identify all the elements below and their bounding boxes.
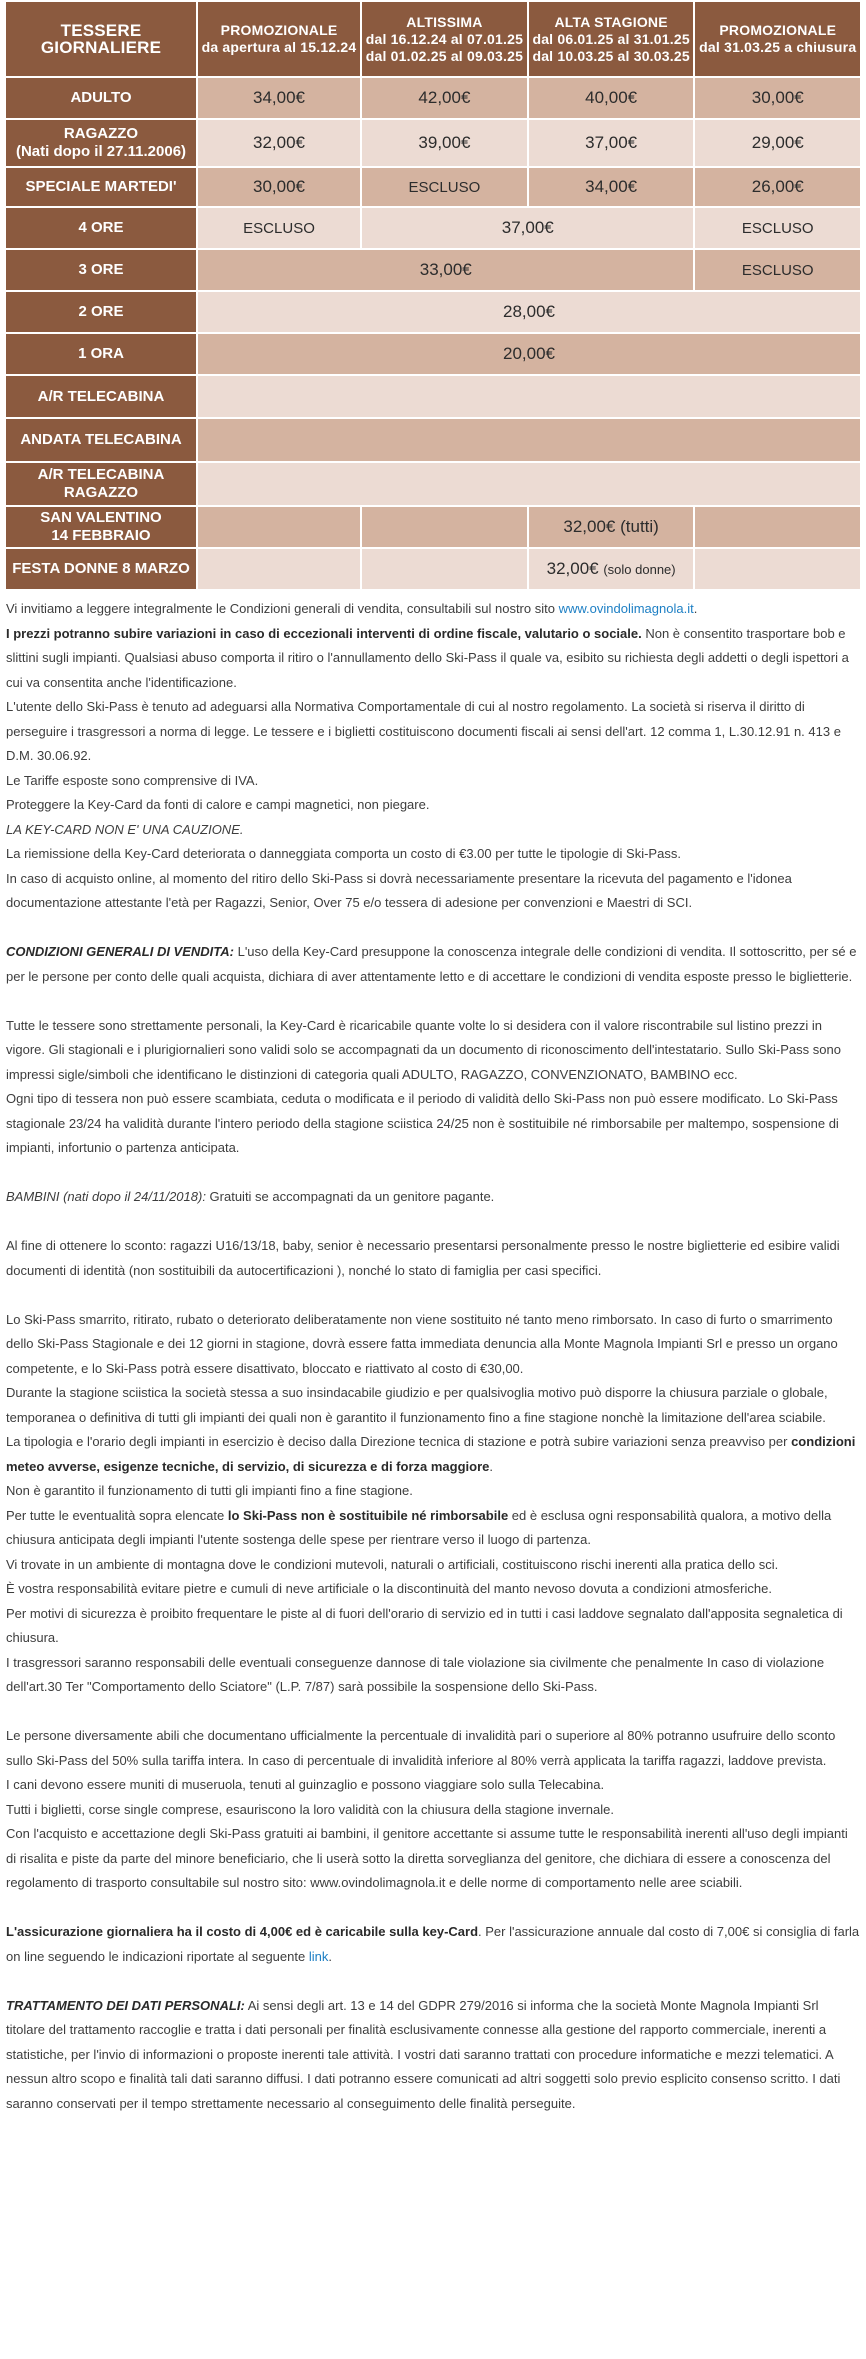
price-cell: 34,00€: [198, 78, 360, 118]
paragraph: I cani devono essere muniti di museruola, tenuti al guinzaglio e possono viaggiare solo sulla Telecabina.: [6, 1777, 605, 1792]
empty-cell: [695, 507, 860, 547]
paragraph: È vostra responsabilità evitare pietre e cumuli di neve artificiale o la discontinuità del manto nevoso dovuta a condizioni atmosferiche.: [6, 1581, 772, 1596]
row-label: FESTA DONNE 8 MARZO: [6, 549, 196, 589]
header-alta-stagione: ALTA STAGIONE dal 06.01.25 al 31.01.25 dal 10.03.25 al 30.03.25: [529, 2, 694, 76]
paragraph: Le persone diversamente abili che documentano ufficialmente la percentuale di invalidità pari o superiore al 80% potranno usufruire dello sconto sullo Ski-Pass del 50% sulla tariffa intera. In caso di percentuale di invalidità inferiore al 80% verrà applicata la tariffa ragazzi, laddove prevista.: [6, 1728, 836, 1768]
empty-cell: [362, 507, 527, 547]
row-label: 2 ORE: [6, 292, 196, 332]
empty-cell: [198, 376, 860, 417]
insurance-link[interactable]: link: [308, 1948, 329, 1964]
row-san-valentino: [6, 507, 860, 547]
paragraph: Lo Ski-Pass smarrito, ritirato, rubato o deteriorato deliberatamente non viene sostituito né tanto meno rimborsato. In caso di furto o smarrimento dello Ski-Pass Stagionale e dei 12 giorni in stagione, dovrà essere fatta immediata denuncia alla Monte Magnola Impianti Srl e presso un organo competente, e lo Ski-Pass potrà essere disattivato, bloccato e riattivato al costo di €30,00.: [6, 1311, 838, 1376]
price-cell: 32,00€ (solo donne): [529, 549, 694, 589]
price-cell: 29,00€: [695, 120, 860, 166]
row-label: ANDATA TELECABINA: [6, 419, 196, 461]
price-cell: 40,00€: [529, 78, 694, 118]
price-cell: 20,00€: [198, 334, 860, 374]
empty-cell: [695, 549, 860, 589]
price-cell: 42,00€: [362, 78, 527, 118]
row-label: SAN VALENTINO 14 FEBBRAIO: [6, 507, 196, 547]
row-label: 1 ORA: [6, 334, 196, 374]
paragraph: Tutti i biglietti, corse single comprese, esauriscono la loro validità con la chiusura della stagione invernale.: [6, 1801, 614, 1817]
price-cell: 32,00€ (tutti): [529, 507, 694, 547]
row-label: 3 ORE: [6, 250, 196, 290]
paragraph: Vi trovate in un ambiente di montagna dove le condizioni mutevoli, naturali o artificiali, costituiscono rischi inerenti alla pratica dello sci.: [6, 1556, 779, 1572]
paragraph: Per tutte le eventualità sopra elencate lo Ski-Pass non è sostituibile né rimborsabile ed è esclusa ogni responsabilità qualora, a motivo della chiusura anticipata degli impianti l'utente sostenga delle spese per rientrare verso il luogo di partenza.: [6, 1507, 832, 1547]
price-cell: 37,00€: [529, 120, 694, 166]
price-cell: 26,00€: [695, 168, 860, 206]
row-1-ora: [6, 334, 860, 374]
empty-cell: [198, 507, 360, 547]
paragraph: Ogni tipo di tessera non può essere scambiata, ceduta o modificata e il periodo di validità dello Ski-Pass non può essere modificato. Lo Ski-Pass stagionale 23/24 ha validità durante l'intero periodo della stagione sciistica 24/25 non è sostituibile né rimborsabile per maltempo, sospensione di impianti, infortunio o partenza anticipata.: [6, 1091, 839, 1155]
paragraph: La tipologia e l'orario degli impianti in esercizio è deciso dalla Direzione tecnica di stazione e potrà subire variazioni senza preavviso per condizioni meteo avverse, esigenze tecniche, di servizio, di sicurezza e di forza maggiore.: [6, 1434, 856, 1474]
paragraph: Al fine di ottenere lo sconto: ragazzi U16/13/18, baby, senior è necessario presentarsi personalmente presso le nostre biglietterie ed esibire validi documenti di identità (non sostituibili da autocertificazioni ), nonché lo stato di famiglia per casi specifici.: [6, 1238, 840, 1278]
row-adulto: [6, 78, 860, 118]
paragraph: I prezzi potranno subire variazioni in caso di eccezionali interventi di ordine fiscale, valutario o sociale. Non è consentito trasportare bob e slittini sugli impianti. Qualsiasi abuso comporta il ritiro o l'annullamento dello Ski-Pass il quale va, esibito su richiesta degli addetti o degli ispettori a cui va consentita anche l'identificazione.: [6, 625, 849, 690]
paragraph: L'utente dello Ski-Pass è tenuto ad adeguarsi alla Normativa Comportamentale di cui al nostro regolamento. La società si riserva il diritto di perseguire i trasgressori a norma di legge. Le tessere e i biglietti costituiscono documenti fiscali ai sensi dell'art. 12 comma 1, L.30.12.91 n. 413 e D.M. 30.06.92.: [6, 699, 841, 763]
row-label: ADULTO: [6, 78, 196, 118]
paragraph: CONDIZIONI GENERALI DI VENDITA: L'uso della Key-Card presuppone la conoscenza integrale delle condizioni di vendita. Il sottoscritto, per sé e per le persone per conto delle quali acquista, dichiara di aver attentamente letto e di accettare le condizioni di vendita esposte presso le biglietterie.: [6, 944, 857, 984]
price-cell: 39,00€: [362, 120, 527, 166]
price-cell: 34,00€: [529, 168, 694, 206]
row-label: A/R TELECABINA RAGAZZO: [6, 463, 196, 505]
row-ar-telecabina-ragazzo: [6, 463, 860, 505]
price-cell: 32,00€: [198, 120, 360, 166]
row-4-ore: [6, 208, 860, 248]
empty-cell: [198, 463, 860, 505]
row-speciale-martedi: [6, 168, 860, 206]
empty-cell: [198, 549, 360, 589]
empty-cell: [198, 419, 860, 461]
price-cell: 30,00€: [695, 78, 860, 118]
paragraph: La riemissione della Key-Card deteriorata o danneggiata comporta un costo di €3.00 per tutte le tipologie di Ski-Pass.: [6, 846, 681, 861]
excluded-cell: ESCLUSO: [198, 208, 360, 248]
paragraph: LA KEY-CARD NON E' UNA CAUZIONE.: [6, 821, 244, 837]
excluded-cell: ESCLUSO: [695, 208, 860, 248]
paragraph: Le Tariffe esposte sono comprensive di IVA.: [6, 772, 259, 788]
paragraph: Con l'acquisto e accettazione degli Ski-Pass gratuiti ai bambini, il genitore accettante si assume tutte le responsabilità inerenti all'uso degli impianti di risalita e piste da parte del minore beneficiario, che li userà sotto la diretta sorveglianza del genitore, che dichiara di essere a conoscenza del regolamento di trasporto consultabile sul nostro sito: www.ovindolimagnola.it e delle norme di comportamento nelle aree sciabili.: [6, 1826, 848, 1890]
paragraph: BAMBINI (nati dopo il 24/11/2018): Gratuiti se accompagnati da un genitore pagante.: [6, 1189, 495, 1204]
price-cell: 37,00€: [362, 208, 693, 248]
header-promozionale-chiusura: PROMOZIONALE dal 31.03.25 a chiusura: [695, 2, 860, 76]
conditions-text: [4, 591, 862, 2126]
paragraph: Non è garantito il funzionamento di tutti gli impianti fino a fine stagione.: [6, 1483, 413, 1498]
price-cell: 30,00€: [198, 168, 360, 206]
row-label: SPECIALE MARTEDI': [6, 168, 196, 206]
row-andata-telecabina: [6, 419, 860, 461]
paragraph: Proteggere la Key-Card da fonti di calore e campi magnetici, non piegare.: [6, 797, 430, 812]
paragraph: Durante la stagione sciistica la società stessa a suo insindacabile giudizio e per qualsivoglia motivo può disporre la chiusura parziale o globale, temporanea o definitiva di tutti gli impianti dei quali non è garantito il funzionamento fino a fine stagione nonchè la limitazione dell'area sciabile.: [6, 1385, 828, 1425]
row-label: 4 ORE: [6, 208, 196, 248]
table-header-row: [6, 2, 860, 76]
website-link[interactable]: www.ovindolimagnola.it: [558, 601, 694, 616]
paragraph: Tutte le tessere sono strettamente personali, la Key-Card è ricaricabile quante volte lo si desidera con il valore riscontrabile sul listino prezzi in vigore. Gli stagionali e i plurigiornalieri sono validi solo se accompagnati da un documento di riconoscimento dell'intestatario. Sullo Ski-Pass sono impressi sigle/simboli che identificano le distinzioni di categoria quali ADULTO, RAGAZZO, CONVENZIONATO, BAMBINO ecc.: [6, 1017, 841, 1082]
row-label: A/R TELECABINA: [6, 376, 196, 417]
excluded-cell: ESCLUSO: [362, 168, 527, 206]
price-table: [4, 0, 862, 591]
row-ragazzo: [6, 120, 860, 166]
row-ar-telecabina: [6, 376, 860, 417]
empty-cell: [362, 549, 527, 589]
excluded-cell: ESCLUSO: [695, 250, 860, 290]
price-cell: 33,00€: [198, 250, 693, 290]
paragraph: I trasgressori saranno responsabili delle eventuali conseguenze dannose di tale violazione sia civilmente che penalmente In caso di violazione dell'art.30 Ter "Comportamento dello Sciatore" (L.P. 7/87) sarà possibile la sospensione dello Ski-Pass.: [6, 1654, 825, 1694]
header-tessere-giornaliere: TESSERE GIORNALIERE: [6, 2, 196, 76]
paragraph: Vi invitiamo a leggere integralmente le Condizioni generali di vendita, consultabili sul nostro sito www.ovindolimagnola.it.: [6, 601, 698, 616]
price-cell: 28,00€: [198, 292, 860, 332]
paragraph: In caso di acquisto online, al momento del ritiro dello Ski-Pass si dovrà necessariamente presentare la ricevuta del pagamento e l'idonea documentazione attestante l'età per Ragazzi, Senior, Over 75 e/o tessera di adesione per convenzioni e Maestri di SCI.: [6, 870, 792, 910]
header-altissima: ALTISSIMA dal 16.12.24 al 07.01.25 dal 01.02.25 al 09.03.25: [362, 2, 527, 76]
paragraph: Per motivi di sicurezza è proibito frequentare le piste al di fuori dell'orario di servizio ed in tutti i casi laddove segnalato dall'apposita segnaletica di chiusura.: [6, 1605, 843, 1645]
row-festa-donne: [6, 549, 860, 589]
header-promozionale-apertura: PROMOZIONALE da apertura al 15.12.24: [198, 2, 360, 76]
row-3-ore: [6, 250, 860, 290]
row-label: RAGAZZO (Nati dopo il 27.11.2006): [6, 120, 196, 166]
row-2-ore: [6, 292, 860, 332]
paragraph: TRATTAMENTO DEI DATI PERSONALI: Ai sensi degli art. 13 e 14 del GDPR 279/2016 si informa che la società Monte Magnola Impianti Srl titolare del trattamento raccoglie e tratta i dati personali per finalità esclusivamente connesse alla gestione del rapporto commerciale, inerenti a statistiche, per l'invio di informazioni o proposte inerenti tale attività. I vostri dati saranno trattati con procedure informatiche e mezzi telematici. A nessun altro scopo e finalità tali dati saranno diffusi. I dati potranno essere comunicati ad altri soggetti solo previo esplicito consenso scritto. I dati saranno conservati per il tempo strettamente necessario al conseguimento delle finalità perseguite.: [6, 1997, 841, 2111]
paragraph: L'assicurazione giornaliera ha il costo di 4,00€ ed è caricabile sulla key-Card. Per l'assicurazione annuale dal costo di 7,00€ si consiglia di farla on line seguendo le indicazioni riportate al seguente link.: [6, 1924, 860, 1964]
